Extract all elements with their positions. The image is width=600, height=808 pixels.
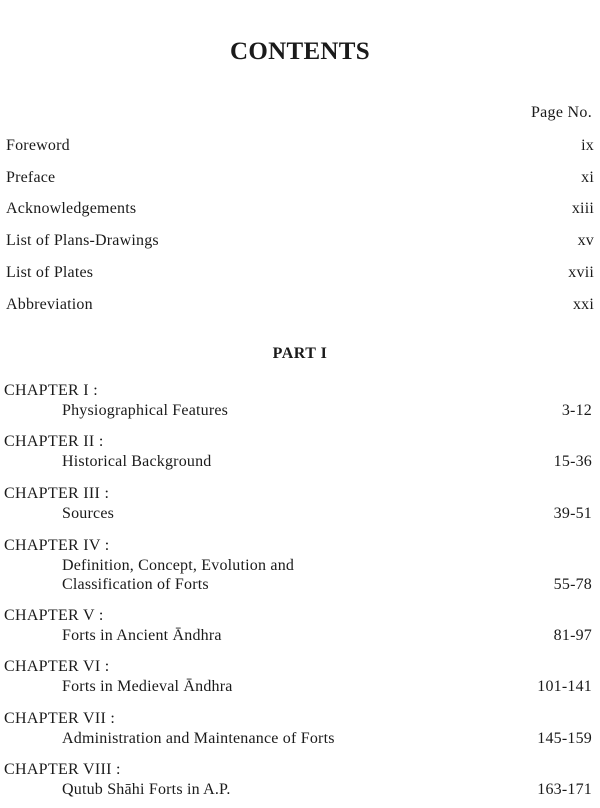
front-matter-page: xi — [581, 169, 594, 186]
chapter-label: CHAPTER V : — [4, 607, 104, 624]
front-matter-label: List of Plans-Drawings — [6, 232, 159, 249]
front-matter-page: xv — [577, 232, 594, 249]
front-matter-page: xxi — [572, 296, 594, 313]
page-no-header: Page No. — [530, 104, 592, 121]
chapter-label: CHAPTER VII : — [4, 710, 116, 727]
chapter-title: Physiographical Features — [62, 402, 229, 419]
chapter-pages: 101-141 — [537, 678, 592, 695]
front-matter-page: xvii — [568, 264, 594, 281]
chapter-pages: 39-51 — [553, 505, 592, 522]
chapter-title: Forts in Ancient Āndhra — [62, 627, 222, 644]
chapter-pages: 3-12 — [561, 402, 592, 419]
chapter-entry — [4, 606, 592, 645]
chapter-label: CHAPTER VI : — [4, 658, 110, 675]
chapter-pages: 15-36 — [553, 453, 592, 470]
front-matter-label: Abbreviation — [6, 296, 93, 313]
contents-title: CONTENTS — [230, 38, 370, 65]
chapter-pages: 55-78 — [553, 576, 592, 593]
front-matter-label: Acknowledgements — [6, 200, 137, 217]
front-matter-label: Foreword — [6, 137, 70, 154]
chapter-entry — [4, 381, 592, 420]
chapter-entry — [4, 657, 592, 696]
front-matter-label: List of Plates — [6, 264, 94, 281]
chapter-title: Administration and Maintenance of Forts — [62, 730, 335, 747]
chapter-label: CHAPTER IV : — [4, 537, 110, 554]
front-matter-row — [6, 264, 594, 286]
chapter-label: CHAPTER I : — [4, 382, 98, 399]
chapter-entry — [4, 536, 592, 594]
chapter-title: Sources — [62, 505, 115, 522]
chapter-entry — [4, 709, 592, 748]
front-matter-page: xiii — [571, 200, 594, 217]
chapter-label: CHAPTER VIII : — [4, 761, 121, 778]
chapter-pages: 145-159 — [537, 730, 592, 747]
chapter-pages: 163-171 — [537, 781, 592, 798]
front-matter-row — [6, 200, 594, 222]
part-heading: PART I — [272, 345, 328, 362]
chapter-title: Qutub Shāhi Forts in A.P. — [62, 781, 231, 798]
front-matter-row — [6, 296, 594, 318]
front-matter-page: ix — [581, 137, 594, 154]
chapter-pages: 81-97 — [553, 627, 592, 644]
chapter-title: Historical Background — [62, 453, 212, 470]
front-matter-label: Preface — [6, 169, 56, 186]
chapter-entry — [4, 432, 592, 471]
chapter-title: Definition, Concept, Evolution and Classification of Forts — [62, 557, 295, 593]
chapter-label: CHAPTER II : — [4, 433, 104, 450]
chapter-label: CHAPTER III : — [4, 485, 110, 502]
chapter-entry — [4, 484, 592, 523]
front-matter-row — [6, 232, 594, 254]
chapter-title: Forts in Medieval Āndhra — [62, 678, 233, 695]
front-matter-row — [6, 169, 594, 191]
front-matter-row — [6, 137, 594, 159]
chapter-entry — [4, 760, 592, 799]
